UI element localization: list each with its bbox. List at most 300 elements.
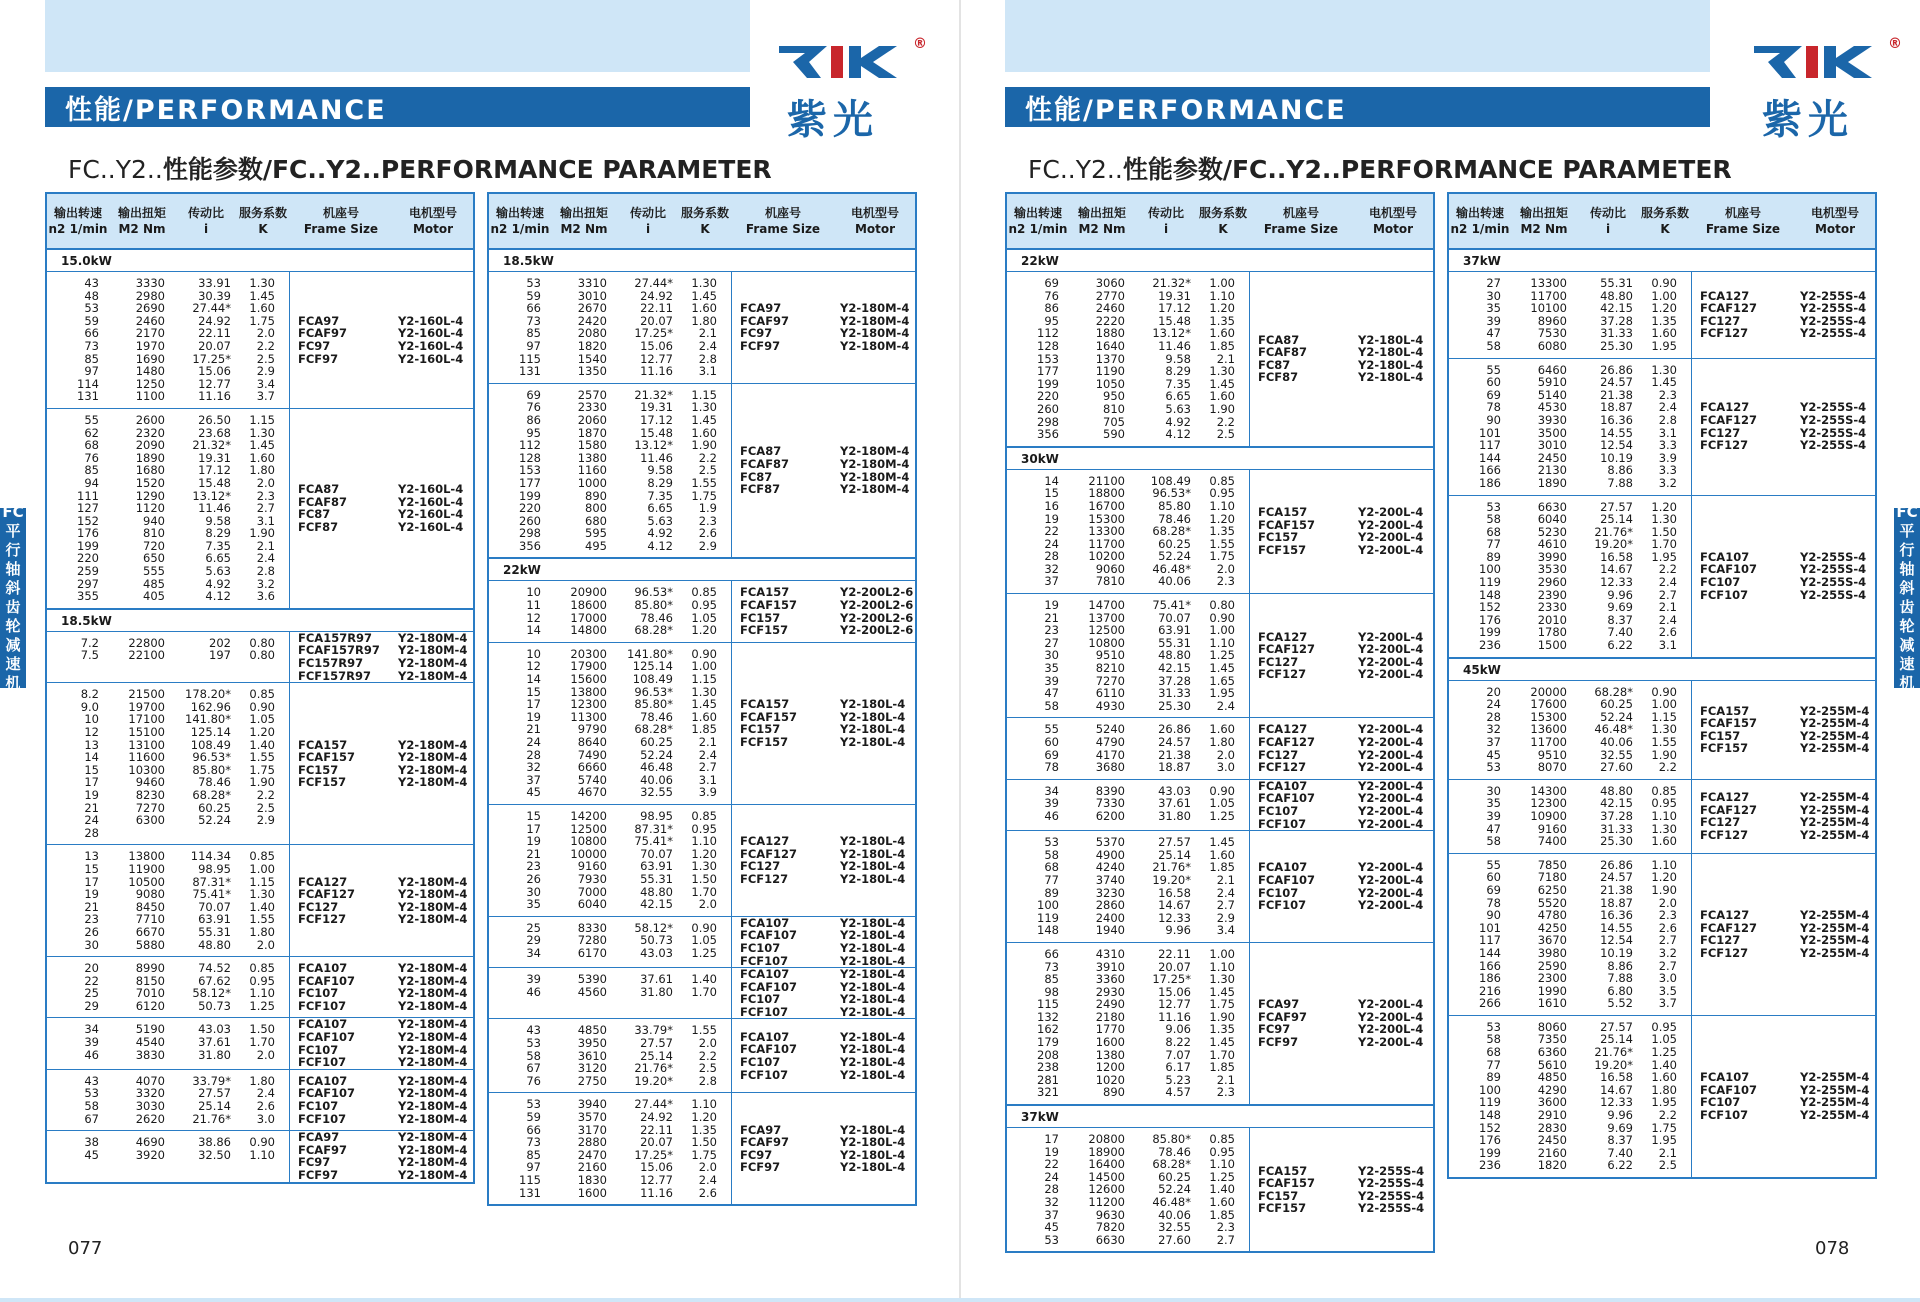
table-cell: 31.80: [1158, 808, 1191, 823]
table-cell: 1.30: [1651, 821, 1677, 836]
table-cell: 1.90: [691, 438, 717, 453]
table-cell: 11.16: [198, 389, 231, 404]
motor-model: Y2-180M-4: [398, 737, 468, 752]
frame-size: FCF107: [1258, 816, 1307, 831]
table-cell: 1.95: [1651, 1095, 1677, 1110]
value-column-n2: [1007, 277, 1069, 441]
table-cell: 6080: [1537, 338, 1567, 353]
frame-motor-cell: [731, 917, 915, 967]
motor-model: Y2-160L-4: [398, 482, 464, 497]
value-column-m2: [551, 1024, 617, 1087]
table-cell: 11.46: [1158, 338, 1191, 353]
table-row-group: [489, 581, 915, 642]
column-header-cn: 传动比: [629, 206, 666, 220]
table-cell: 38: [84, 1135, 99, 1150]
table-cell: 4690: [135, 1135, 165, 1150]
table-cell: 9510: [1537, 747, 1567, 762]
motor-model: Y2-180M-4: [398, 1030, 468, 1045]
table-cell: 22.11: [640, 301, 673, 316]
table-cell: 1.10: [1209, 959, 1235, 974]
table-cell: 1.70: [1209, 1047, 1235, 1062]
value-column-m2: [1069, 723, 1135, 773]
table-cell: 86: [1044, 301, 1059, 316]
value-column-m2: [109, 962, 175, 1012]
table-cell: 42.15: [1600, 796, 1633, 811]
motor-model: Y2-180M-4: [398, 912, 468, 927]
table-cell: 1520: [135, 475, 165, 490]
power-section: [1007, 250, 1433, 448]
table-cell: 28: [1044, 1182, 1059, 1197]
table-cell: 5.63: [647, 513, 673, 528]
frame-size: FCA97: [298, 1130, 340, 1145]
table-cell: 14: [84, 750, 99, 765]
column-header-cn: 传动比: [187, 206, 224, 220]
table-cell: 1.60: [1209, 326, 1235, 341]
table-cell: 1.25: [249, 998, 275, 1013]
table-row-group: [1007, 594, 1433, 718]
column-header: [835, 194, 915, 248]
table-cell: 2.0: [256, 475, 275, 490]
motor-list: [1358, 334, 1423, 384]
frame-size: FC107: [298, 1099, 339, 1114]
table-cell: 24.57: [1158, 735, 1191, 749]
frame-size: FCAF127: [1700, 802, 1758, 817]
side-tab-char: 减: [5, 636, 21, 654]
frame-size-list: [298, 1131, 398, 1181]
value-columns: [1007, 718, 1249, 778]
motor-list: [1358, 631, 1423, 681]
table-cell: 60.25: [1158, 536, 1191, 551]
table-cell: 119: [1479, 575, 1501, 590]
table-cell: 76: [526, 400, 541, 415]
table-cell: 47: [1044, 686, 1059, 701]
value-column-m2: [551, 810, 617, 911]
frame-size: FC107: [1700, 1095, 1741, 1110]
table-cell: 2460: [1095, 301, 1125, 316]
motor-model: Y2-200L-4: [1358, 791, 1424, 806]
table-cell: 12500: [1088, 623, 1125, 638]
table-cell: 63.91: [198, 912, 231, 927]
table-cell: 13.12*: [1152, 326, 1191, 341]
frame-size: FCAF107: [1700, 1082, 1758, 1097]
table-cell: 48.80: [1600, 288, 1633, 303]
table-row-group: [1449, 780, 1875, 854]
table-cell: 70.07: [640, 846, 673, 861]
table-cell: 21: [526, 722, 541, 737]
table-cell: 8.2: [80, 687, 99, 702]
table-cell: 3990: [1537, 549, 1567, 564]
table-cell: 1480: [135, 364, 165, 379]
table-cell: 14800: [570, 623, 607, 638]
table-cell: 1020: [1095, 1072, 1125, 1087]
frame-size: FC107: [298, 986, 339, 1001]
column-header-cn: 服务系数: [680, 206, 729, 220]
frame-size: FC107: [1258, 803, 1299, 818]
table-cell: 260: [1037, 401, 1059, 416]
table-cell: 1.00: [1209, 623, 1235, 638]
table-cell: 1.65: [1209, 673, 1235, 688]
frame-size-list: [740, 445, 840, 495]
power-section: [489, 250, 915, 559]
table-cell: 20000: [1530, 684, 1567, 699]
table-row-group: [489, 1093, 915, 1204]
frame-size: FC87: [298, 507, 331, 522]
table-cell: 25.14: [1158, 847, 1191, 862]
column-header-en: Motor: [1814, 222, 1856, 236]
table-cell: 7.07: [1165, 1047, 1191, 1062]
table-cell: 144: [1479, 945, 1501, 960]
table-cell: 148: [1479, 1108, 1501, 1123]
table-row-group: [47, 845, 473, 957]
frame-size: FCA87: [298, 482, 340, 497]
value-column-m2: [109, 277, 175, 403]
table-cell: 25.30: [1600, 834, 1633, 849]
frame-size: FCA157R97: [298, 630, 373, 645]
table-cell: 3610: [577, 1048, 607, 1063]
table-cell: 13.12*: [634, 438, 673, 453]
table-cell: 12.77: [640, 1173, 673, 1187]
table-cell: 20.07: [198, 338, 231, 353]
frame-motor-cell: [1691, 272, 1875, 358]
frame-size: FCF127: [1258, 667, 1307, 682]
table-cell: 39: [526, 972, 541, 987]
table-cell: 12.77: [1158, 997, 1191, 1012]
table-cell: 5520: [1537, 895, 1567, 910]
table-cell: 2.2: [698, 450, 717, 465]
table-cell: 0.95: [249, 973, 275, 988]
table-cell: 58: [1044, 698, 1059, 713]
table-cell: 3.2: [256, 576, 275, 591]
table-cell: 2390: [1537, 587, 1567, 602]
table-cell: 68.28*: [634, 722, 673, 737]
frame-size: FCF97: [740, 338, 781, 353]
column-header: [109, 194, 175, 248]
value-columns: [1449, 496, 1691, 657]
table-cell: 73: [1044, 959, 1059, 974]
value-columns: [47, 1131, 289, 1181]
value-columns: [1007, 1128, 1249, 1251]
table-cell: 2.8: [256, 564, 275, 579]
motor-model: Y2-180L-4: [840, 940, 906, 955]
table-cell: 43: [84, 1073, 99, 1088]
motor-model: Y2-200L-4: [1358, 997, 1424, 1012]
table-cell: 2.9: [256, 364, 275, 379]
table-cell: 53: [1486, 1019, 1501, 1034]
table-cell: 1770: [1095, 1022, 1125, 1037]
table-cell: 4530: [1537, 400, 1567, 415]
table-cell: 55.31: [640, 871, 673, 886]
table-cell: 78.46: [1158, 511, 1191, 526]
frame-size: FCAF107: [740, 928, 798, 943]
table-cell: 7850: [1537, 857, 1567, 872]
table-cell: 4540: [135, 1035, 165, 1050]
column-header: [1511, 194, 1577, 248]
table-cell: 45: [1044, 1220, 1059, 1235]
table-cell: 26.86: [1158, 722, 1191, 737]
table-cell: 19: [526, 709, 541, 724]
column-header-en: K: [1660, 222, 1670, 236]
column-header: [1639, 194, 1691, 248]
table-cell: 11.16: [640, 1185, 673, 1200]
table-cell: 1.30: [691, 684, 717, 699]
table-cell: 3940: [577, 1097, 607, 1112]
table-cell: 18800: [1088, 486, 1125, 501]
table-cell: 21.38: [1600, 882, 1633, 897]
table-cell: 5240: [1095, 722, 1125, 737]
value-column-k: [237, 1075, 289, 1125]
motor-list: [1358, 861, 1423, 911]
motor-model: Y2-255S-4: [1800, 313, 1867, 328]
value-column-i: [175, 1023, 237, 1063]
table-cell: 28: [84, 825, 99, 840]
table-cell: 3.2: [1658, 475, 1677, 490]
table-cell: 11.46: [198, 501, 231, 516]
column-header-cn: 输出扭矩: [1519, 206, 1568, 220]
power-section: [1007, 448, 1433, 1106]
table-cell: 4.92: [205, 576, 231, 591]
table-cell: 21100: [1088, 473, 1125, 488]
table-cell: 33.91: [198, 276, 231, 290]
frame-size: FCAF127: [1700, 301, 1758, 316]
frame-size: FCAF157: [1700, 716, 1758, 731]
table-cell: 2620: [135, 1111, 165, 1126]
table-cell: 5880: [135, 937, 165, 952]
table-cell: 86: [526, 412, 541, 427]
motor-model: Y2-180M-4: [398, 1130, 468, 1145]
table-cell: 176: [1479, 1133, 1501, 1148]
table-cell: 810: [143, 526, 165, 541]
table-cell: 20900: [570, 585, 607, 600]
table-cell: 1.80: [249, 1073, 275, 1088]
table-cell: 5190: [135, 1022, 165, 1037]
table-cell: 12.77: [640, 351, 673, 366]
table-cell: 17.25*: [634, 326, 673, 341]
table-cell: 4670: [577, 785, 607, 800]
table-cell: 101: [1479, 920, 1501, 935]
table-cell: 3.0: [1216, 760, 1235, 775]
table-cell: 1.90: [1209, 401, 1235, 416]
frame-size: FCF107: [740, 1067, 789, 1082]
table-cell: 53: [1486, 760, 1501, 775]
table-cell: 2880: [577, 1135, 607, 1150]
table-cell: 2670: [577, 301, 607, 316]
value-column-n2: [1007, 599, 1069, 712]
motor-list: [1800, 1071, 1869, 1121]
top-band: [1005, 0, 1710, 72]
value-columns: [489, 1019, 731, 1092]
table-cell: 15.48: [1158, 313, 1191, 328]
table-cell: 220: [77, 551, 99, 566]
table-cell: 37: [526, 772, 541, 787]
table-cell: 25.30: [1600, 338, 1633, 353]
table-cell: 21: [84, 800, 99, 815]
value-column-i: [617, 922, 679, 962]
table-cell: 31.33: [1600, 821, 1633, 836]
table-cell: 6460: [1537, 362, 1567, 377]
motor-model: Y2-255S-4: [1800, 575, 1867, 590]
table-cell: 24.92: [640, 288, 673, 303]
motor-list: [840, 1031, 905, 1081]
table-cell: 46: [1044, 808, 1059, 823]
table-cell: 1.15: [249, 874, 275, 889]
table-cell: 75.41*: [634, 834, 673, 849]
table-cell: 3.4: [256, 376, 275, 391]
table-cell: 76: [526, 1073, 541, 1088]
table-cell: 14: [1044, 473, 1059, 488]
frame-size: FCA127: [740, 834, 790, 849]
value-column-i: [617, 1024, 679, 1087]
table-cell: 1.75: [249, 313, 275, 328]
table-cell: 17: [1044, 1132, 1059, 1147]
table-cell: 0.90: [249, 699, 275, 714]
frame-motor-cell: [731, 968, 915, 1018]
frame-size: FC157: [740, 610, 781, 625]
table-cell: 0.95: [1651, 1019, 1677, 1034]
column-header-cn: 电机型号: [1810, 206, 1859, 220]
table-cell: 117: [1479, 933, 1501, 948]
frame-size: FCAF157R97: [298, 643, 380, 658]
motor-model: Y2-180L-4: [840, 846, 906, 861]
table-cell: 6110: [1095, 686, 1125, 701]
table-cell: 73: [84, 338, 99, 353]
frame-motor-cell: [1249, 718, 1433, 778]
table-cell: 1.55: [249, 912, 275, 927]
value-column-k: [1639, 1021, 1691, 1172]
table-cell: 259: [77, 564, 99, 579]
table-cell: 0.80: [249, 635, 275, 650]
table-cell: 17.25*: [634, 1147, 673, 1162]
frame-size: FC127: [298, 899, 339, 914]
table-cell: 53: [84, 1086, 99, 1101]
column-header: [1449, 194, 1511, 248]
frame-size: FCF87: [1258, 370, 1299, 385]
frame-size: FCA107: [1700, 549, 1750, 564]
table-cell: 13.12*: [192, 488, 231, 503]
value-column-i: [175, 277, 237, 403]
table-cell: 266: [1479, 996, 1501, 1011]
value-column-n2: [47, 1023, 109, 1063]
table-cell: 1.60: [1209, 722, 1235, 737]
value-column-m2: [551, 1098, 617, 1199]
table-cell: 15300: [1530, 709, 1567, 724]
page-number: 078: [1815, 1238, 1850, 1259]
table-cell: 32.55: [640, 785, 673, 800]
table-cell: 14: [526, 623, 541, 638]
frame-size-list: [740, 698, 840, 748]
motor-list: [398, 315, 463, 365]
side-tab-char: 轴: [5, 560, 21, 578]
table-cell: 58: [526, 1048, 541, 1063]
motor-model: Y2-200L-4: [1358, 505, 1424, 520]
column-header: [47, 194, 109, 248]
table-cell: 24: [1044, 1169, 1059, 1184]
table-cell: 298: [519, 526, 541, 541]
frame-size: FCF157: [298, 775, 347, 790]
table-cell: 25.14: [198, 1099, 231, 1114]
motor-model: Y2-200L-4: [1358, 1022, 1424, 1037]
table-cell: 1.20: [691, 623, 717, 638]
table-cell: 28: [1486, 709, 1501, 724]
table-cell: 17.12: [198, 463, 231, 478]
table-cell: 11.46: [640, 450, 673, 465]
value-column-m2: [551, 922, 617, 962]
motor-model: Y2-180L-4: [840, 709, 906, 724]
power-rating: 15.0kW: [47, 250, 473, 272]
table-cell: 2470: [577, 1147, 607, 1162]
frame-size-list: [1258, 998, 1358, 1048]
table-cell: 15: [1044, 486, 1059, 501]
table-cell: 153: [1037, 351, 1059, 366]
motor-model: Y2-180M-4: [398, 899, 468, 914]
motor-model: Y2-180M-4: [840, 313, 910, 328]
table-cell: 1.05: [691, 610, 717, 625]
table-cell: 30: [526, 884, 541, 899]
table-cell: 8.86: [1607, 463, 1633, 478]
frame-size-list: [298, 1018, 398, 1068]
table-cell: 1.15: [691, 387, 717, 402]
frame-size: FCF127: [1700, 326, 1749, 341]
table-cell: 2.9: [256, 813, 275, 828]
table-cell: 1.20: [691, 1110, 717, 1125]
frame-size: FCAF107: [1258, 872, 1316, 887]
side-tab-char: FC: [2, 503, 24, 521]
table-cell: 1.60: [1209, 389, 1235, 404]
table-cell: 2.4: [256, 1086, 275, 1101]
motor-model: Y2-200L-4: [1358, 735, 1424, 749]
table-cell: 17900: [570, 659, 607, 674]
table-cell: 21: [1044, 610, 1059, 625]
table-cell: 23: [1044, 623, 1059, 638]
table-cell: 1600: [577, 1185, 607, 1200]
table-cell: 199: [77, 538, 99, 553]
motor-model: Y2-160L-4: [398, 519, 464, 534]
frame-size: FCA97: [740, 1122, 782, 1137]
table-cell: 153: [519, 463, 541, 478]
value-column-m2: [1069, 475, 1135, 588]
table-cell: 78: [1486, 895, 1501, 910]
table-cell: 89: [1486, 549, 1501, 564]
table-cell: 7.2: [80, 635, 99, 650]
table-cell: 85.80*: [192, 762, 231, 777]
frame-size: FCAF97: [740, 313, 790, 328]
table-cell: 27.44*: [634, 276, 673, 290]
frame-size: FCAF97: [298, 326, 348, 341]
table-cell: 59: [84, 313, 99, 328]
table-cell: 2.0: [698, 897, 717, 912]
value-column-m2: [109, 850, 175, 951]
column-header-en: n2 1/min: [1008, 222, 1068, 236]
table-row-group: [47, 632, 473, 683]
table-cell: 7180: [1537, 870, 1567, 885]
frame-size: FCF157: [740, 735, 789, 749]
value-column-n2: [1007, 785, 1069, 825]
table-cell: 6120: [135, 998, 165, 1013]
frame-size-list: [740, 586, 840, 636]
column-header: [731, 194, 835, 248]
column-header: [1069, 194, 1135, 248]
column-header: [175, 194, 237, 248]
motor-list: [840, 445, 909, 495]
table-cell: 21.32*: [192, 438, 231, 453]
table-cell: 22: [1044, 1157, 1059, 1172]
value-column-m2: [1511, 785, 1577, 848]
frame-size: FC127: [1700, 933, 1741, 948]
table-cell: 11600: [128, 750, 165, 765]
table-cell: 20: [84, 961, 99, 976]
motor-model: Y2-180M-4: [398, 998, 468, 1013]
table-cell: 1610: [1537, 996, 1567, 1011]
table-cell: 1.70: [691, 884, 717, 899]
